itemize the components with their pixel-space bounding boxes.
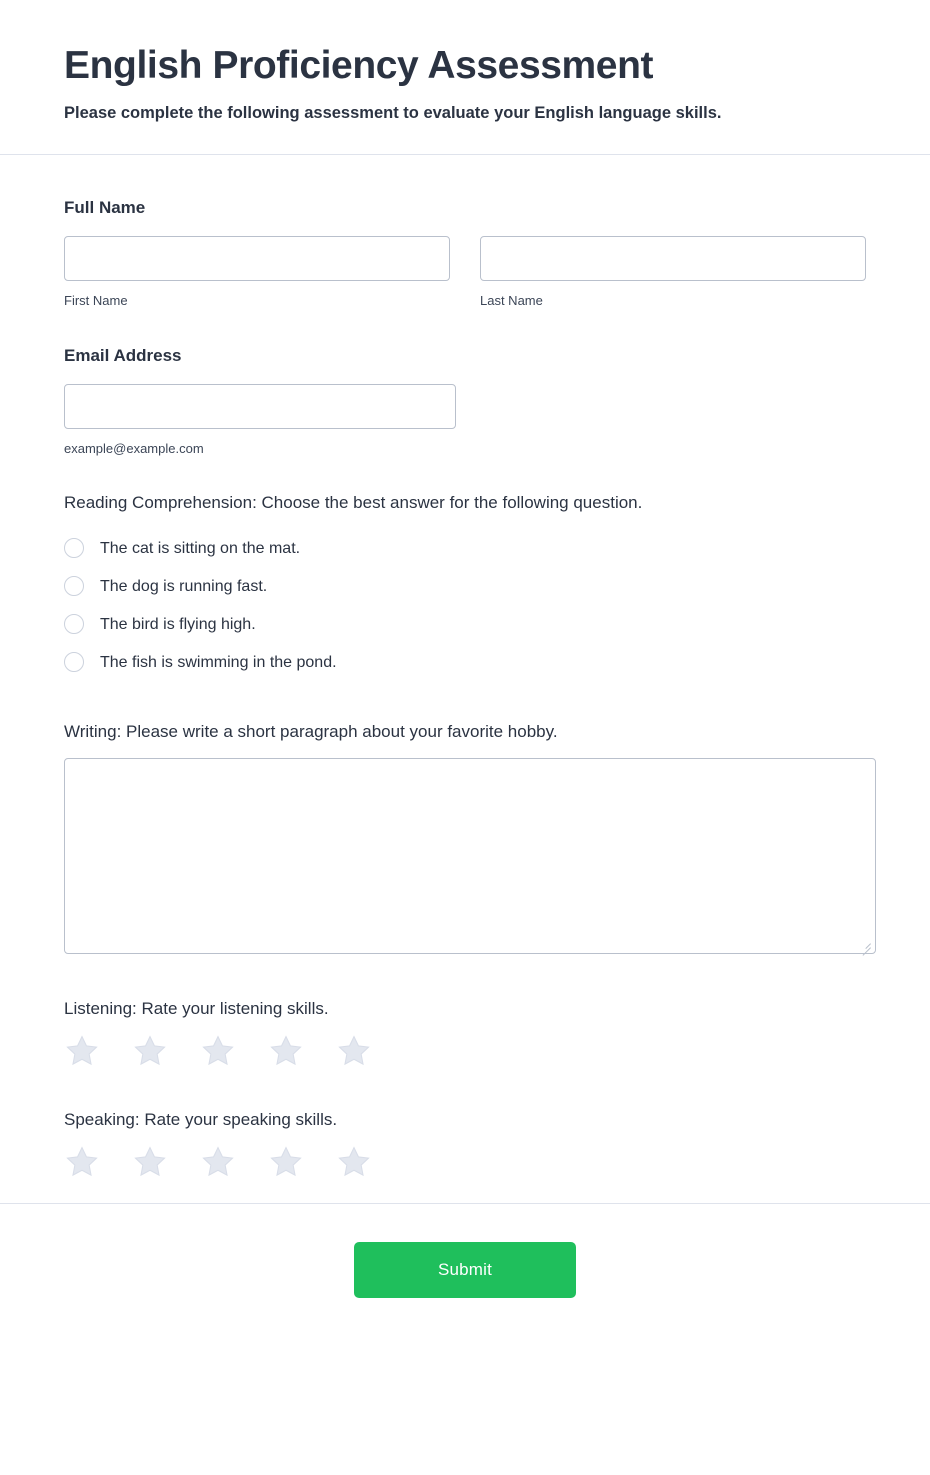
radio-circle-icon	[64, 576, 84, 596]
radio-circle-icon	[64, 538, 84, 558]
email-input-row	[64, 384, 866, 457]
star-icon-3[interactable]	[200, 1144, 236, 1180]
form-header	[0, 0, 930, 154]
full-name-label: Full Name	[64, 197, 146, 217]
last-name-sub-label: Last Name	[480, 293, 543, 309]
star-icon-2[interactable]	[132, 1033, 168, 1069]
star-icon-2[interactable]	[132, 1144, 168, 1180]
full-name-field-block	[64, 197, 866, 309]
email-field-block	[64, 345, 866, 457]
writing-textarea-wrap	[64, 758, 876, 954]
star-icon-4[interactable]	[268, 1033, 304, 1069]
speaking-question-label: Speaking: Rate your speaking skills.	[64, 1110, 338, 1130]
email-sub-label: example@example.com	[64, 440, 204, 456]
first-name-sub-label: First Name	[64, 293, 128, 309]
radio-circle-icon	[64, 614, 84, 634]
full-name-input-row	[64, 236, 866, 309]
email-column	[64, 384, 456, 457]
speaking-rating-block	[64, 1109, 866, 1180]
star-icon-5[interactable]	[336, 1144, 372, 1180]
radio-option-label: The cat is sitting on the mat.	[100, 539, 301, 557]
submit-button[interactable]: Submit	[354, 1242, 576, 1298]
writing-question-label: Writing: Please write a short paragraph about your favorite hobby.	[64, 722, 558, 742]
listening-star-row	[64, 1033, 866, 1069]
star-icon-1[interactable]	[64, 1033, 100, 1069]
last-name-input[interactable]	[480, 236, 866, 281]
radio-option-label: The dog is running fast.	[100, 577, 268, 595]
listening-question-label: Listening: Rate your listening skills.	[64, 999, 329, 1019]
listening-rating-block	[64, 998, 866, 1069]
writing-question-block	[64, 721, 866, 954]
form-body	[0, 155, 930, 1180]
first-name-input[interactable]	[64, 236, 450, 281]
form-footer	[0, 1204, 930, 1298]
email-input[interactable]	[64, 384, 456, 429]
star-icon-4[interactable]	[268, 1144, 304, 1180]
last-name-column	[480, 236, 866, 309]
first-name-column	[64, 236, 450, 309]
radio-option-2[interactable]	[64, 567, 866, 605]
radio-option-3[interactable]	[64, 605, 866, 643]
radio-option-1[interactable]	[64, 529, 866, 567]
email-label: Email Address	[64, 345, 182, 365]
reading-radio-group	[64, 529, 866, 681]
page-subtitle: Please complete the following assessment to evaluate your English language skills.	[64, 103, 722, 122]
reading-question-label: Reading Comprehension: Choose the best answer for the following question.	[64, 493, 643, 513]
radio-option-4[interactable]	[64, 643, 866, 681]
radio-option-label: The bird is flying high.	[100, 615, 256, 633]
radio-circle-icon	[64, 652, 84, 672]
star-icon-1[interactable]	[64, 1144, 100, 1180]
star-icon-3[interactable]	[200, 1033, 236, 1069]
writing-textarea[interactable]	[64, 758, 876, 954]
speaking-star-row	[64, 1144, 866, 1180]
reading-question-block	[64, 492, 866, 681]
radio-option-label: The fish is swimming in the pond.	[100, 653, 337, 671]
page-title: English Proficiency Assessment	[64, 44, 654, 87]
star-icon-5[interactable]	[336, 1033, 372, 1069]
